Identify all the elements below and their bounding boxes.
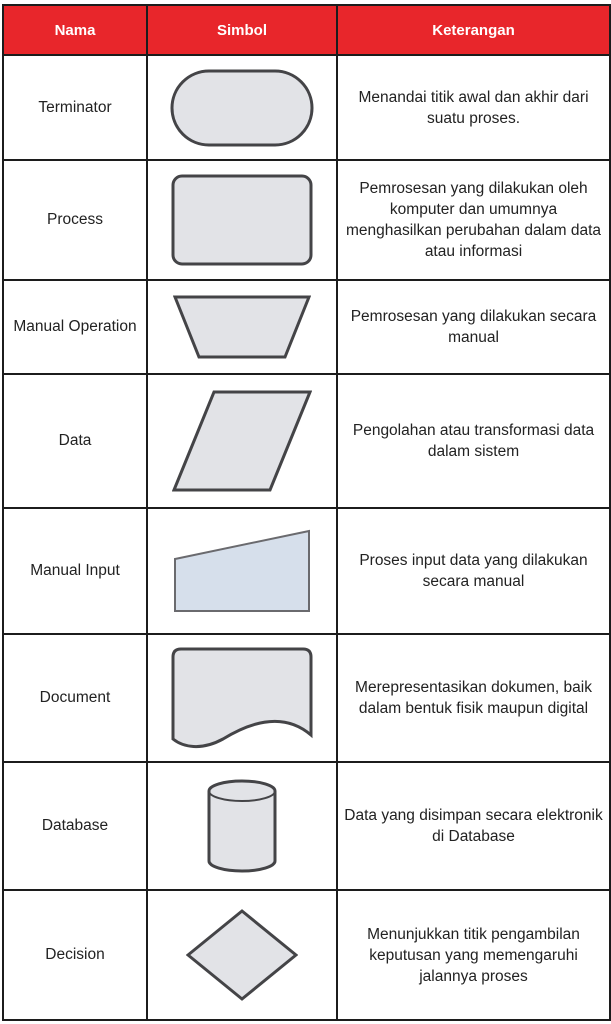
row-description: Menunjukkan titik pengambilan keputusan yang memengaruhi jalannya proses — [337, 890, 610, 1020]
table-row-terminator — [3, 55, 610, 160]
row-symbol — [147, 374, 337, 508]
row-symbol — [147, 280, 337, 374]
row-description: Menandai titik awal dan akhir dari suatu proses. — [337, 55, 610, 160]
row-description: Pemrosesan yang dilakukan oleh komputer dan umumnya menghasilkan perubahan dalam data atau informasi — [337, 160, 610, 280]
table-row-manual-operation — [3, 280, 610, 374]
row-symbol — [147, 160, 337, 280]
row-symbol — [147, 634, 337, 762]
header-row — [3, 5, 610, 55]
row-name: Process — [3, 160, 147, 280]
flowchart-symbol-table — [2, 4, 611, 1021]
row-description: Pengolahan atau transformasi data dalam sistem — [337, 374, 610, 508]
table-row-data — [3, 374, 610, 508]
row-description: Data yang disimpan secara elektronik di Database — [337, 762, 610, 890]
row-symbol — [147, 890, 337, 1020]
data-icon — [172, 390, 312, 492]
table-row-process — [3, 160, 610, 280]
row-symbol — [147, 508, 337, 634]
terminator-icon — [170, 69, 314, 147]
row-name: Decision — [3, 890, 147, 1020]
row-name: Database — [3, 762, 147, 890]
table-row-database — [3, 762, 610, 890]
table-row-manual-input — [3, 508, 610, 634]
header-keterangan: Keterangan — [337, 5, 610, 55]
row-symbol — [147, 55, 337, 160]
header-simbol: Simbol — [147, 5, 337, 55]
header-nama: Nama — [3, 5, 147, 55]
manual-operation-icon — [173, 295, 311, 359]
row-name: Document — [3, 634, 147, 762]
row-name: Manual Input — [3, 508, 147, 634]
manual-input-icon — [173, 529, 311, 613]
table-row-decision — [3, 890, 610, 1020]
decision-icon — [186, 909, 298, 1001]
row-description: Merepresentasikan dokumen, baik dalam bentuk fisik maupun digital — [337, 634, 610, 762]
row-name: Manual Operation — [3, 280, 147, 374]
row-name: Data — [3, 374, 147, 508]
table-row-document — [3, 634, 610, 762]
row-description: Proses input data yang dilakukan secara manual — [337, 508, 610, 634]
process-icon — [171, 174, 313, 266]
row-description: Pemrosesan yang dilakukan secara manual — [337, 280, 610, 374]
document-icon — [171, 647, 313, 749]
row-name: Terminator — [3, 55, 147, 160]
row-symbol — [147, 762, 337, 890]
database-icon — [207, 779, 277, 873]
